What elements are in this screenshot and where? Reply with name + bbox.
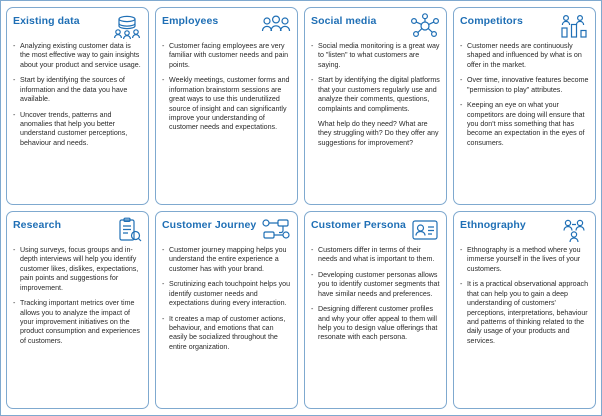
three-people-icon (261, 13, 291, 39)
card-header (311, 13, 440, 39)
bullet-item: - Ethnography is a method where you immerse yourself in the lives of your customers. (460, 246, 589, 274)
observation-people-icon (559, 217, 589, 243)
card-header (311, 217, 440, 243)
card-title: Existing data (13, 15, 80, 27)
card-research[interactable] (6, 211, 149, 409)
card-bullet-list (13, 246, 142, 346)
card-bullet-list (311, 246, 440, 343)
bullet-item: - Start by identifying the digital platforms that your customers regularly use and analyze their comments, questions, complaints and compliments. (311, 76, 440, 114)
bullet-item: - Over time, innovative features become "permission to play" attributes. (460, 76, 589, 95)
bullet-item: - Using surveys, focus groups and in-depth interviews will help you identify customer likes, dislikes, expectations, pain points and suggestions for improvement. (13, 246, 142, 293)
bullet-item: - Designing different customer profiles and why your offer appeal to them will help you to design value offerings that resonate with each persona. (311, 305, 440, 343)
card-existing-data[interactable] (6, 7, 149, 205)
bullet-item: - It is a practical observational approach that can help you to gain a deep understanding of customers' perceptions, interpretations, behaviour and patterns of thinking related to the daily usage of your products and services. (460, 280, 589, 346)
database-people-icon (112, 13, 142, 39)
bullet-item: - Customer journey mapping helps you understand the entire experience a customer has with your brand. (162, 246, 291, 274)
card-header (162, 13, 291, 39)
card-competitors[interactable] (453, 7, 596, 205)
card-title: Research (13, 219, 62, 231)
clipboard-research-icon (112, 217, 142, 243)
bullet-item: - It creates a map of customer actions, behaviour, and emotions that can easily be socialized throughout the entire organization. (162, 315, 291, 353)
card-title: Competitors (460, 15, 523, 27)
card-title: Customer Persona (311, 219, 406, 231)
bullet-item: - Analyzing existing customer data is the most effective way to gain insights about your product and service usage. (13, 42, 142, 70)
competitor-chart-icon (559, 13, 589, 39)
card-row-top (6, 7, 596, 205)
bullet-item: - Weekly meetings, customer forms and information brainstorm sessions are great ways to use this underutilized source of insight and can significantly improve your understanding of customer needs and expectations. (162, 76, 291, 133)
card-customer-journey[interactable] (155, 211, 298, 409)
card-bullet-list (162, 42, 291, 133)
card-bullet-list (13, 42, 142, 148)
card-bullet-list (311, 42, 440, 148)
bullet-item: - Uncover trends, patterns and anomalies that help you better understand customer perceptions, behaviour and needs. (13, 111, 142, 149)
bullet-item: - Developing customer personas allows you to identify customer segments that have similar needs and preferences. (311, 271, 440, 299)
journey-flow-icon (261, 217, 291, 243)
bullet-item: - Customer facing employees are very familiar with customer needs and pain points. (162, 42, 291, 70)
persona-card-icon (410, 217, 440, 243)
card-ethnography[interactable] (453, 211, 596, 409)
card-header (162, 217, 291, 243)
card-employees[interactable] (155, 7, 298, 205)
card-bullet-list (460, 42, 589, 148)
card-title: Social media (311, 15, 377, 27)
bullet-item: - Customers differ in terms of their needs and what is important to them. (311, 246, 440, 265)
bullet-item: - Start by identifying the sources of information and the data you have available. (13, 76, 142, 104)
bullet-item: - Social media monitoring is a great way to "listen" to what customers are saying. (311, 42, 440, 70)
card-bullet-list (162, 246, 291, 352)
bullet-item: - Scrutinizing each touchpoint helps you identify customer needs and expectations during every interaction. (162, 280, 291, 308)
social-network-icon (410, 13, 440, 39)
bullet-item: - Customer needs are continuously shaped and influenced by what is on offer in the market. (460, 42, 589, 70)
bullet-item: - Tracking important metrics over time allows you to analyze the impact of your improvement initiatives on the product consumption and experiences of customers. (13, 299, 142, 346)
card-title: Customer Journey (162, 219, 257, 231)
card-social-media[interactable] (304, 7, 447, 205)
card-title: Ethnography (460, 219, 526, 231)
card-header (460, 13, 589, 39)
card-customer-persona[interactable] (304, 211, 447, 409)
card-header (13, 217, 142, 243)
bullet-item: - Keeping an eye on what your competitors are doing will ensure that you don't miss something that has become an expectation in the eyes of consumers. (460, 101, 589, 148)
card-header (460, 217, 589, 243)
bullet-item: What help do they need? What are they struggling with? Do they offer any suggestions for improvement? (318, 119, 439, 147)
card-title: Employees (162, 15, 219, 27)
card-header (13, 13, 142, 39)
card-bullet-list (460, 246, 589, 346)
card-row-bottom (6, 211, 596, 409)
